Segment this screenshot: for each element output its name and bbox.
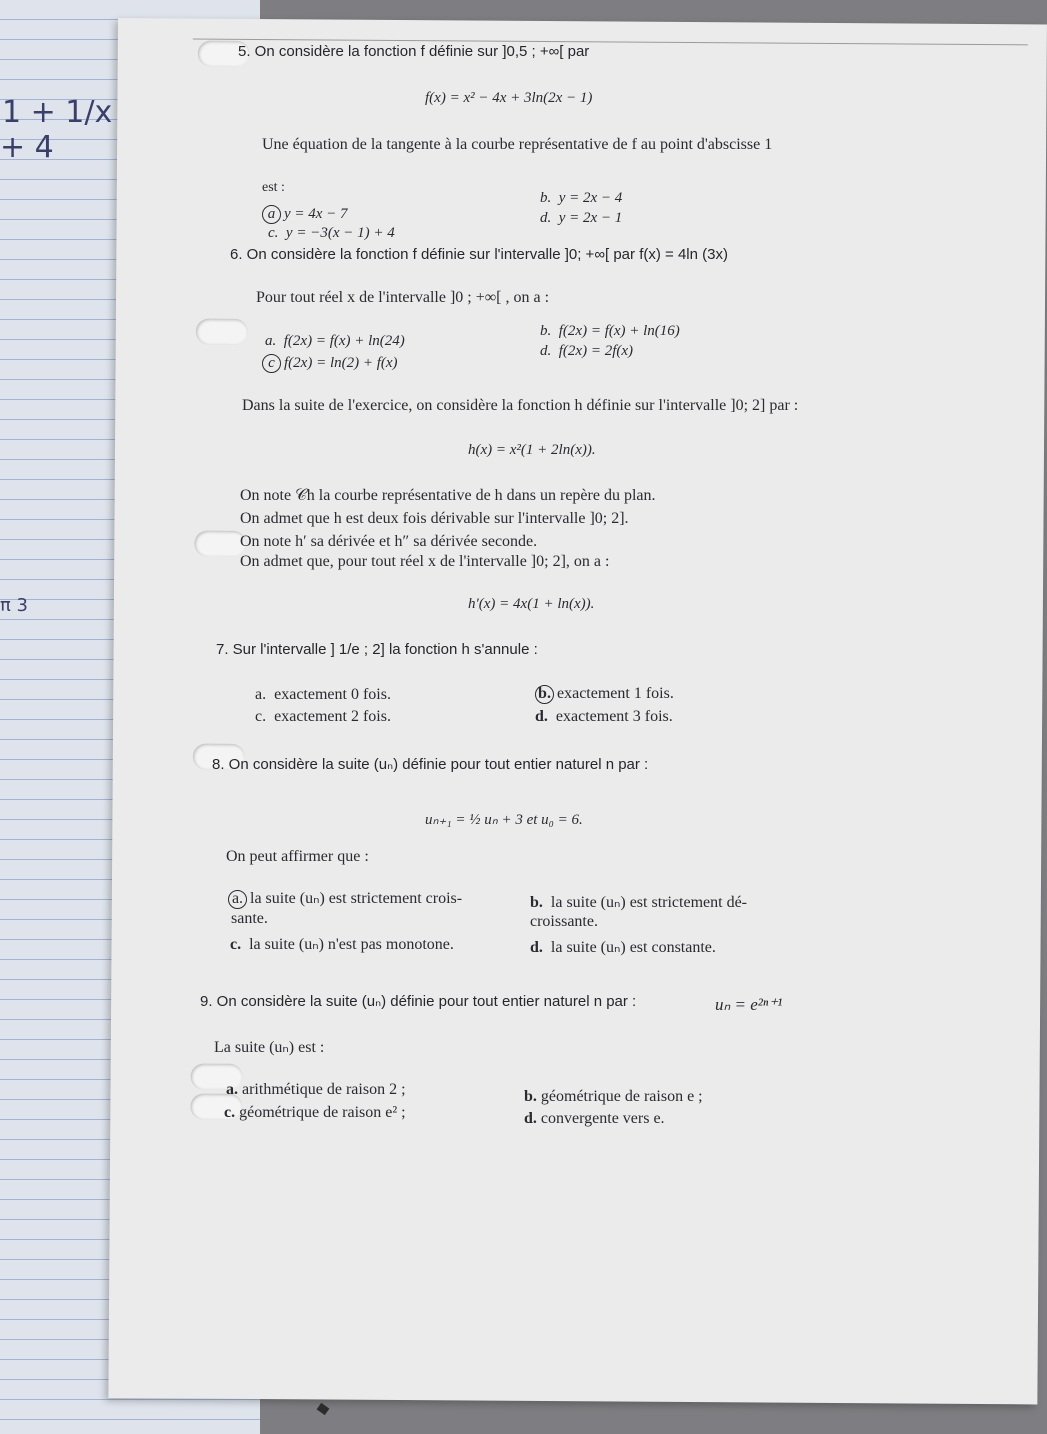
q6-option-b[interactable]: b. f(2x) = f(x) + ln(16) xyxy=(540,323,680,339)
q8-intro: 8. On considère la suite (uₙ) définie pour tout entier naturel n par : xyxy=(212,756,649,773)
context-line-5: On admet que, pour tout réel x de l'intervalle ]0; 2], on a : xyxy=(240,553,610,570)
q7-option-c[interactable]: c. exactement 2 fois. xyxy=(255,708,391,725)
q6-option-c[interactable]: c f(2x) = ln(2) + f(x) xyxy=(262,354,398,373)
q6-option-a[interactable]: a. f(2x) = f(x) + ln(24) xyxy=(265,333,405,349)
q7-intro: 7. Sur l'intervalle ] 1/e ; 2] la fonction h s'annule : xyxy=(216,641,538,658)
q8-option-a-cont: sante. xyxy=(231,910,268,927)
q6-intro: 6. On considère la fonction f définie sur l'intervalle ]0; +∞[ par f(x) = 4ln (3x) xyxy=(230,246,728,263)
q7-option-b[interactable]: b. exactement 1 fois. xyxy=(535,685,674,704)
q9-text: La suite (uₙ) est : xyxy=(214,1039,325,1056)
q9-formula: uₙ = e²ⁿ⁺¹ xyxy=(715,995,783,1014)
q9-option-d[interactable]: d. convergente vers e. xyxy=(524,1110,665,1127)
q5-est: est : xyxy=(262,180,285,195)
punch-hole xyxy=(196,319,248,345)
q5-formula: f(x) = x² − 4x + 3ln(2x − 1) xyxy=(425,90,593,106)
context-line-2: On note 𝒞h la courbe représentative de h dans un repère du plan. xyxy=(240,487,656,504)
q8-option-c[interactable]: c. la suite (uₙ) n'est pas monotone. xyxy=(230,936,454,953)
q8-option-d[interactable]: d. la suite (uₙ) est constante. xyxy=(530,939,716,956)
q5-option-c[interactable]: c. y = −3(x − 1) + 4 xyxy=(268,225,395,241)
q8-option-a[interactable]: a. la suite (uₙ) est strictement crois- xyxy=(228,888,462,909)
context-line-1: Dans la suite de l'exercice, on considère la fonction h définie sur l'intervalle ]0; 2] par : xyxy=(242,397,799,414)
context-line-3: On admet que h est deux fois dérivable sur l'intervalle ]0; 2]. xyxy=(240,510,629,527)
q5-intro: 5. On considère la fonction f définie sur ]0,5 ; +∞[ par xyxy=(238,43,590,60)
q8-formula: uₙ₊₁ = ½ uₙ + 3 et u₀ = 6. xyxy=(425,812,583,828)
q9-option-b[interactable]: b. géométrique de raison e ; xyxy=(524,1088,703,1105)
notebook-scribble: + 4 xyxy=(0,130,54,165)
q8-option-b-cont: croissante. xyxy=(530,913,598,930)
q6-text: Pour tout réel x de l'intervalle ]0 ; +∞[ , on a : xyxy=(256,289,550,306)
q8-option-b[interactable]: b. la suite (uₙ) est strictement dé- xyxy=(530,894,747,911)
q5-option-a[interactable]: a y = 4x − 7 xyxy=(262,205,348,224)
punch-hole xyxy=(194,531,246,557)
q5-option-d[interactable]: d. y = 2x − 1 xyxy=(540,210,623,226)
q9-option-c[interactable]: c. géométrique de raison e² ; xyxy=(224,1104,406,1121)
q9-option-a[interactable]: a. arithmétique de raison 2 ; xyxy=(226,1081,406,1098)
notebook-scribble: 1 + 1/x xyxy=(2,95,113,130)
q7-option-a[interactable]: a. exactement 0 fois. xyxy=(255,686,391,703)
q9-intro: 9. On considère la suite (uₙ) définie pour tout entier naturel n par : xyxy=(200,993,637,1010)
context-line-4: On note h′ sa dérivée et h″ sa dérivée seconde. xyxy=(240,533,538,550)
q7-option-d[interactable]: d. exactement 3 fois. xyxy=(535,708,673,725)
table-debris xyxy=(317,1403,330,1415)
notebook-scribble: π 3 xyxy=(0,595,29,616)
q5-option-b[interactable]: b. y = 2x − 4 xyxy=(540,190,623,206)
formula-h-prime: h′(x) = 4x(1 + ln(x)). xyxy=(468,596,595,612)
q6-option-d[interactable]: d. f(2x) = 2f(x) xyxy=(540,343,634,359)
q8-text: On peut affirmer que : xyxy=(226,848,369,865)
formula-h: h(x) = x²(1 + 2ln(x)). xyxy=(468,442,596,458)
q5-text: Une équation de la tangente à la courbe représentative de f au point d'abscisse 1 xyxy=(262,136,773,153)
